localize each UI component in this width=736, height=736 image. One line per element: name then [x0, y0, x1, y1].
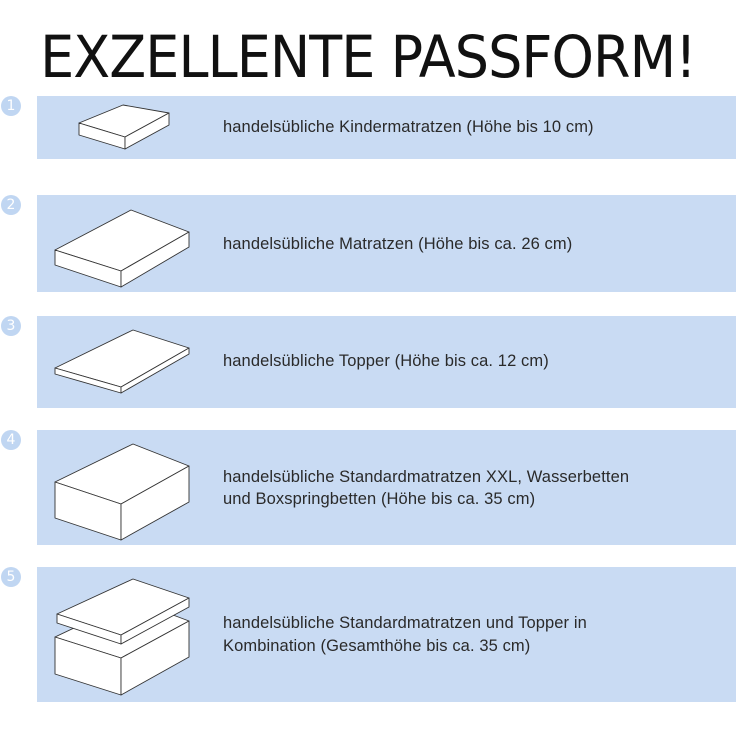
- item-label: handelsübliche Kindermatratzen (Höhe bis 10 cm): [223, 118, 594, 136]
- thick-mattress-icon: [37, 430, 197, 545]
- mattress-icon: [37, 195, 197, 292]
- page-title: EXZELLENTE PASSFORM!: [40, 23, 696, 91]
- list-item: [37, 430, 736, 545]
- list-item: [37, 96, 736, 159]
- mattress-with-topper-icon: [37, 567, 197, 702]
- item-label: handelsübliche Matratzen (Höhe bis ca. 26 cm): [223, 235, 573, 253]
- list-item: [37, 195, 736, 292]
- item-label-line2: und Boxspringbetten (Höhe bis ca. 35 cm): [223, 490, 536, 508]
- list-item: [37, 316, 736, 408]
- item-label: handelsübliche Standardmatratzen XXL, Wasserbetten: [223, 468, 630, 486]
- item-number-badge: 5: [1, 567, 21, 587]
- item-number-badge: 1: [1, 96, 21, 116]
- thin-mattress-icon: [37, 96, 177, 159]
- list-item: [37, 567, 736, 702]
- item-number-badge: 2: [1, 195, 21, 215]
- item-label: handelsübliche Standardmatratzen und Topper in: [223, 614, 587, 632]
- item-label-line2: Kombination (Gesamthöhe bis ca. 35 cm): [223, 637, 531, 655]
- item-label: handelsübliche Topper (Höhe bis ca. 12 cm): [223, 352, 549, 370]
- topper-icon: [37, 316, 197, 408]
- item-number-badge: 4: [1, 430, 21, 450]
- item-number-badge: 3: [1, 316, 21, 336]
